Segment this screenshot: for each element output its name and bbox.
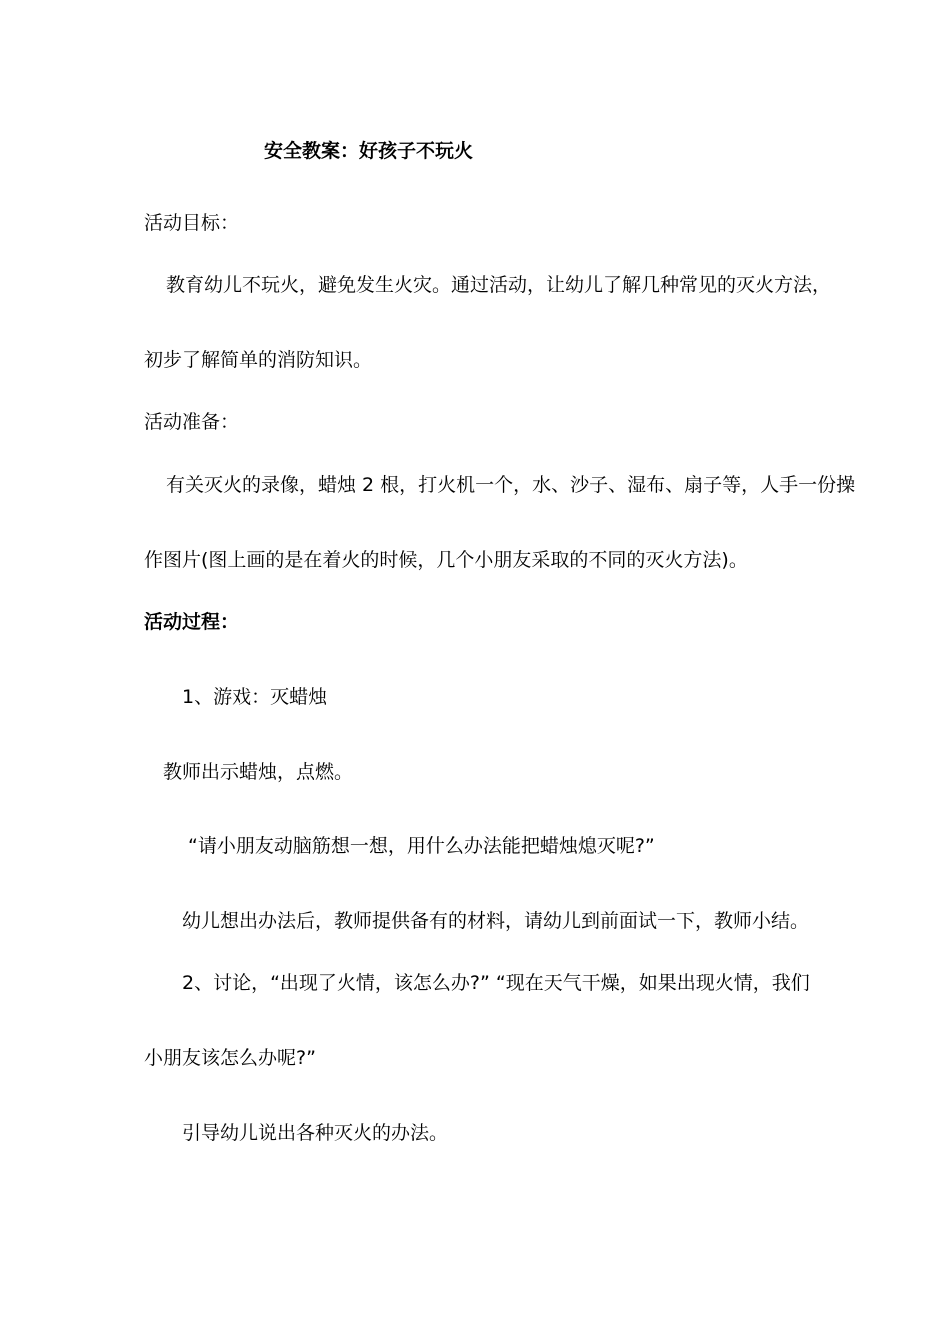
document-title: 安全教案：好孩子不玩火 [264,140,474,162]
step1-line-1: 教师出示蜡烛，点燃。 [163,761,354,783]
step2-line-3: 引导幼儿说出各种灭火的办法。 [182,1122,449,1144]
step1-line-3: 幼儿想出办法后，教师提供备有的材料，请幼儿到前面试一下，教师小结。 [182,910,810,932]
step2-line-1: 2、讨论，“出现了火情，该怎么办?” “现在天气干燥，如果出现火情，我们 [182,972,810,994]
prep-paragraph-line-2: 作图片(图上画的是在着火的时候，几个小朋友采取的不同的灭火方法)。 [144,549,748,571]
goal-paragraph-line-1: 教育幼儿不玩火，避免发生火灾。通过活动，让幼儿了解几种常见的灭火方法， [166,274,832,296]
step2-line-2: 小朋友该怎么办呢?” [144,1047,316,1069]
step1-line-2: “请小朋友动脑筋想一想，用什么办法能把蜡烛熄灭呢?” [188,835,655,857]
goal-heading: 活动目标： [144,212,240,234]
step1-title: 1、游戏：灭蜡烛 [182,686,328,708]
prep-heading: 活动准备： [144,411,240,433]
prep-paragraph-line-1: 有关灭火的录像，蜡烛 2 根，打火机一个，水、沙子、湿布、扇子等，人手一份操 [166,474,856,496]
process-heading: 活动过程： [144,611,240,633]
goal-paragraph-line-2: 初步了解简单的消防知识。 [144,349,373,371]
